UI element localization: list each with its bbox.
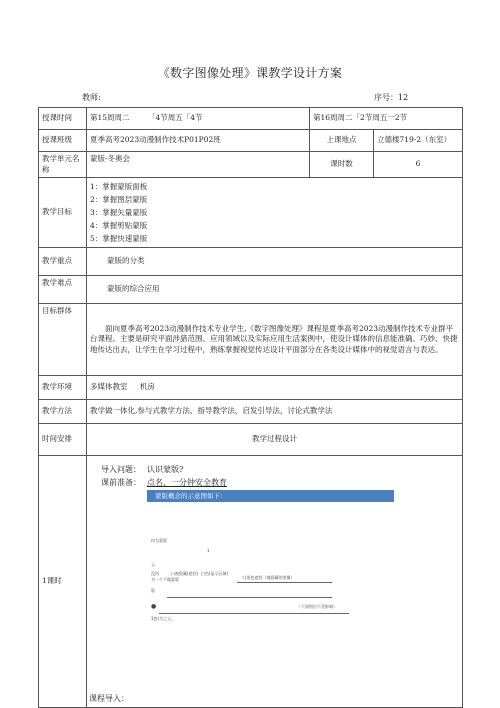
image-text: 版 bbox=[151, 588, 155, 593]
image-text: 1包(为之父。 bbox=[151, 616, 176, 621]
time-week2: 第16周周二「2节周五一2节 bbox=[310, 108, 463, 130]
row-unit bbox=[39, 152, 463, 178]
row-method bbox=[39, 400, 463, 424]
time-slot1-text: 「4节周五「4节 bbox=[147, 113, 203, 123]
image-text: 没用 bbox=[151, 571, 159, 576]
hours-label: 课时数 bbox=[310, 152, 374, 178]
method-label: 教学方法 bbox=[39, 400, 87, 424]
prep-value: 点名、一分钟安全教育 bbox=[147, 478, 227, 487]
goal-item: 1：掌握蒙版面板 bbox=[90, 182, 148, 191]
goals-list bbox=[87, 178, 463, 248]
image-text: 1 bbox=[207, 548, 210, 553]
schedule-value: 教学过程设计 bbox=[87, 424, 463, 456]
time-label: 授课时间 bbox=[39, 108, 87, 130]
row-schedule bbox=[39, 424, 463, 456]
teacher-label: 教师: bbox=[82, 93, 101, 102]
intro-label: 导入问题： bbox=[101, 465, 141, 474]
course-intro: 课程导入： bbox=[89, 694, 129, 703]
image-text: 口被隐藏(遮挡) bbox=[171, 571, 199, 576]
unit-label: 教学单元名称 bbox=[39, 152, 87, 178]
difficult-value: 蒙版的综合应用 bbox=[87, 276, 463, 304]
time-week1-text: 第15周周二 bbox=[90, 113, 130, 123]
row-difficult bbox=[39, 276, 463, 304]
image-header: 蒙版概念的示意图如下： bbox=[147, 490, 394, 502]
unit-value: 蒙版-冬奥会 bbox=[87, 152, 310, 178]
image-line bbox=[167, 597, 332, 598]
row-key bbox=[39, 248, 463, 276]
time-week1 bbox=[87, 108, 310, 130]
lesson-content bbox=[87, 456, 463, 708]
row-class bbox=[39, 130, 463, 152]
schedule-label: 时间安排 bbox=[39, 424, 87, 456]
class-value: 夏季高考2023动漫制作技术P01P02班 bbox=[87, 130, 310, 152]
prep-label: 课前准备： bbox=[101, 478, 141, 487]
image-body bbox=[147, 502, 394, 690]
image-text: 白色(显示区域) bbox=[201, 571, 229, 576]
image-bullet: ● bbox=[151, 603, 157, 610]
image-text: 八(黑色遮挡（被隐藏的图像） bbox=[241, 575, 295, 580]
place-label: 上课地点 bbox=[310, 130, 374, 152]
lesson-plan-table bbox=[38, 107, 463, 708]
mask-concept-image bbox=[147, 490, 394, 690]
goals-label: 教学目标 bbox=[39, 178, 87, 248]
row-goals bbox=[39, 178, 463, 248]
image-line bbox=[159, 613, 349, 614]
env-value-2: 机房 bbox=[139, 382, 155, 392]
row-audience bbox=[39, 304, 463, 376]
goal-item: 4：掌握剪贴蒙版 bbox=[90, 221, 148, 230]
image-line bbox=[237, 582, 332, 583]
document-title: 《数字图像处理》课教学设计方案 bbox=[157, 66, 343, 80]
env-value-1: 多媒体教室 bbox=[90, 382, 128, 392]
row-env bbox=[39, 376, 463, 400]
image-text: 何为蒙版 bbox=[151, 538, 167, 543]
place-value: 立德楼719-2（东室） bbox=[374, 130, 463, 152]
image-text: 云 bbox=[151, 562, 155, 567]
env-value bbox=[87, 376, 463, 400]
env-label: 教学环境 bbox=[39, 376, 87, 400]
row-time bbox=[39, 108, 463, 130]
lesson-period: 1课时 bbox=[39, 456, 87, 708]
class-label: 授课班级 bbox=[39, 130, 87, 152]
method-value: 教学做一体化,参与式教学方法、指导教学法，启发引导法，讨论式教学法 bbox=[87, 400, 463, 424]
goal-item: 5：掌握快速蒙版 bbox=[90, 234, 148, 243]
key-value: 蒙版的分类 bbox=[87, 248, 463, 276]
image-text: 为一个不做蒙版 bbox=[151, 577, 179, 582]
difficult-label: 教学难点 bbox=[39, 276, 87, 304]
intro-value: 认识蒙版? bbox=[147, 465, 184, 474]
image-text: （下面图层不受影响） bbox=[297, 604, 337, 609]
serial-number: 序号：12 bbox=[374, 93, 409, 102]
goal-item: 3：掌握矢量蒙版 bbox=[90, 208, 148, 217]
key-label: 教学重点 bbox=[39, 248, 87, 276]
row-lesson bbox=[39, 456, 463, 708]
goal-item: 2：掌握图层蒙版 bbox=[90, 195, 148, 204]
audience-value: 面向夏季高考2023动漫制作技术专业学生,《数字图像处理》课程是夏季高考2023动漫制作技术专业群平台课程。主要是研究平面涉猎范围、应用领域以及实际应用生活案例中，使设计媒体的信息能准确、巧妙、快捷地传达出去，让学生在学习过程中，熟练掌握视觉传达设计平面部分在各类设计媒体中的视觉语言与表达。 bbox=[87, 304, 463, 376]
hours-value: 6 bbox=[374, 152, 463, 178]
audience-label: 目标群体 bbox=[39, 304, 87, 376]
